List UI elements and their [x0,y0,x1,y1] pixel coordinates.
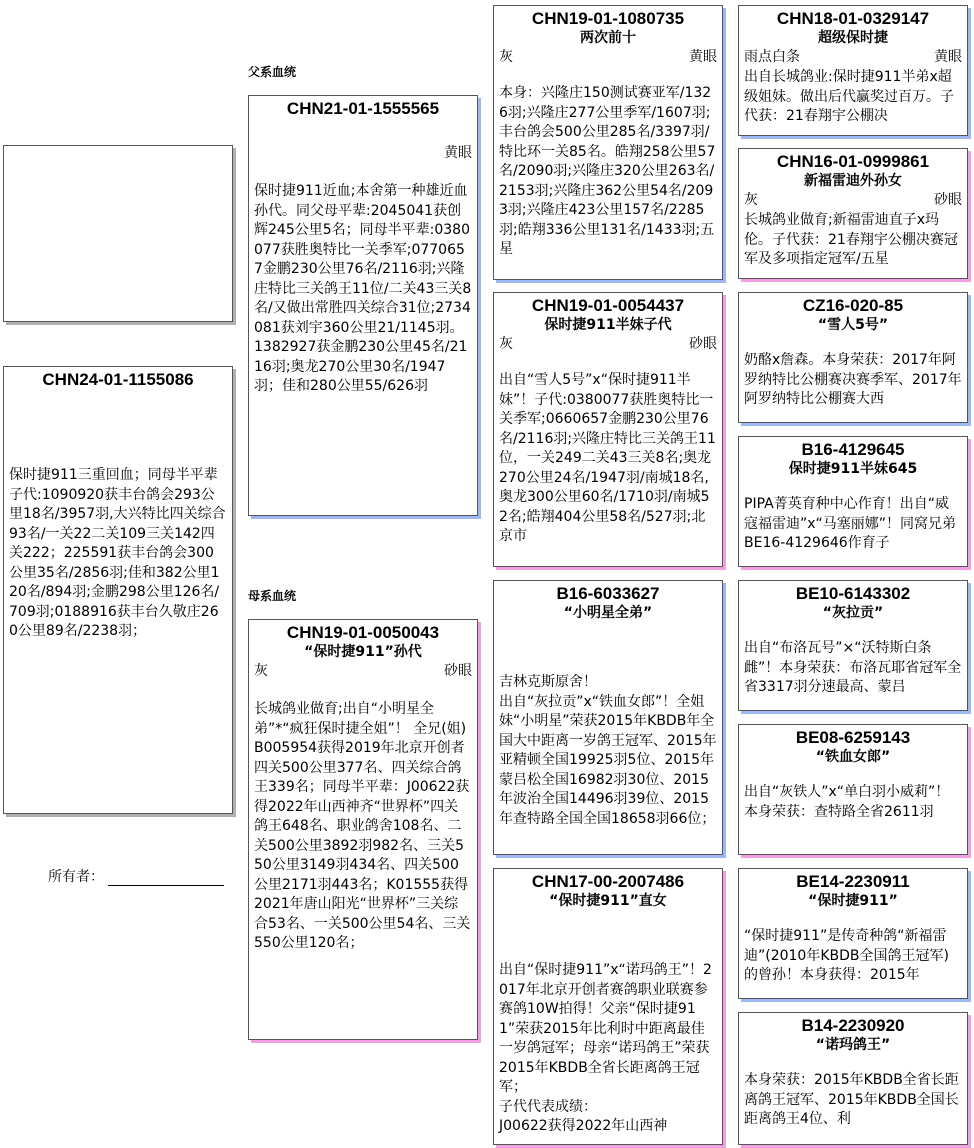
sd-card [493,292,723,567]
subject-ring: CHN24-01-1155086 [42,370,194,389]
dd-name: “保时捷911”直女 [549,893,667,909]
ss-card [493,5,723,280]
dss-ring: BE10-6143302 [795,584,911,603]
owner-label: 所有者： [48,869,104,885]
ss-eye: 黄眼 [689,49,717,65]
sdd-name: 保时捷911半妹645 [788,461,918,477]
dsd-name: “铁血女郎” [815,749,891,765]
sss-ring: CHN18-01-0329147 [776,9,930,28]
ss-name: 两次前十 [580,30,636,46]
sss-desc: 出自长城鸽业:保时捷911半弟x超级姐妹。做出后代赢奖过百万。子代获：21春翔宇公棚决 [744,69,954,124]
dam-eye: 砂眼 [444,663,472,679]
dsd-card [738,724,968,855]
sd-color: 灰 [499,336,513,352]
sd-eye: 砂眼 [689,336,717,352]
sdd-ring: B16-4129645 [801,440,905,459]
dss-name: “灰拉贡” [822,605,884,621]
dam-color: 灰 [254,663,268,679]
dam-card [248,619,478,1040]
dss-card [738,580,968,711]
dds-desc: “保时捷911”是传奇种鸽“新福雷迪”(2010年KBDB全国鸽王冠军)的曾孙！本身获得：2015年 [744,928,949,983]
ddd-name: “诺玛鸽王” [815,1037,891,1053]
sss-color: 雨点白条 [744,49,800,65]
sds-desc: 奶酪x詹森。本身荣获：2017年阿罗纳特比公棚赛决赛季军、2017年阿罗纳特比公棚赛大西 [744,352,962,407]
subject-card [3,366,233,814]
ss-color: 灰 [499,49,513,65]
sdd-desc: PIPA菁英育种中心作育！出自“威寇福雷迪”x“马塞丽娜”！同窝兄弟BE16-4129646作育子 [744,496,957,551]
dam-name: “保时捷911”孙代 [304,644,422,660]
subject-desc: 保时捷911三重回血；同母半平辈子代:1090920获丰台鸽会293公里18名/3957羽,大兴特比四关综合93名/一关22二关109三关142四关222；225591获丰台鸽会300公里35名/2856羽;佳和382公里120名/894羽;金鹏298公里126名/709羽;0188916获丰台久敬庄260公里89名/2238羽； [9,467,226,639]
ds-card [493,580,723,855]
dam-section-label: 母系血统 [248,589,297,603]
ssd-name: 新福雷迪外孙女 [804,173,902,189]
dd-card [493,868,723,1145]
dd-ring: CHN17-00-2007486 [531,872,685,891]
ddd-ring: B14-2230920 [801,1016,905,1035]
dds-ring: BE14-2230911 [796,872,910,891]
sds-name: “雪人5号” [817,317,889,333]
sds-ring: CZ16-020-85 [802,296,904,315]
sire-card [248,95,478,516]
sd-desc: 出自“雪人5号”x“保时捷911半妹”！子代:0380077获胜奥特比一关季军;0660657金鹏230公里76名/2116羽;兴隆庄特比三关鸽王11位，一关249二关43三关8名;奥龙270公里24名/1947羽/南城18名,奥龙300公里60名/1710羽/南城52名;皓翔404公里58名/527羽;北京市 [499,372,716,544]
ssd-ring: CHN16-01-0999861 [776,152,930,171]
dss-desc: 出自“布洛瓦号”×“沃特斯白条雌”！本身荣获：布洛瓦耶省冠军全省3317羽分速最高、蒙吕 [744,640,962,695]
dsd-ring: BE08-6259143 [795,728,911,747]
ssd-eye: 砂眼 [934,192,962,208]
owner-field [48,866,224,886]
dds-name: “保时捷911” [808,893,898,909]
sire-ring: CHN21-01-1555565 [286,99,440,118]
dam-ring: CHN19-01-0050043 [286,623,440,642]
ss-desc: 本身：兴隆庄150测试赛亚军/1326羽;兴隆庄277公里季军/1607羽;丰台鸽会500公里285名/3397羽/特比环一关85名。皓翔258公里57名/2090羽;兴隆庄320公里263名/2153羽;兴隆庄362公里54名/2093羽;兴隆庄423公里157名/2285羽;皓翔336公里131名/1433羽;五星 [499,85,716,257]
sire-section-label: 父系血统 [248,65,297,79]
sss-eye: 黄眼 [934,49,962,65]
ds-name: “小明星全弟” [563,605,653,621]
sd-name: 保时捷911半妹子代 [544,317,672,333]
dd-desc: 出自“保时捷911”x“诺玛鸽王”！2017年北京开创者赛鸽职业联赛参赛鸽10W拍得！父亲“保时捷911”荣获2015年比利时中距离最佳一岁鸽冠军；母亲“诺玛鸽王”荣获2015年KBDB全省长距离鸽王冠军； 子代代表成绩： J00622获得2022年山西神 [499,962,712,1134]
ssd-card [738,148,968,279]
sd-ring: CHN19-01-0054437 [531,296,685,315]
ddd-desc: 本身荣获：2015年KBDB全省长距离鸽王冠军、2015年KBDB全国长距离鸽王4位、利 [744,1072,959,1127]
owner-line [108,869,224,886]
ss-ring: CHN19-01-1080735 [531,9,685,28]
sss-card [738,5,968,136]
photo-box [3,145,233,322]
sdd-card [738,436,968,567]
ddd-card [738,1012,968,1145]
sds-card [738,292,968,423]
sss-name: 超级保时捷 [818,30,888,46]
ds-desc: 吉林克斯原舍！ 出自“灰拉贡”x“铁血女郎”！全姐妹“小明星”荣获2015年KBDB年全国大中距离一岁鸽王冠军、2015年亚精顿全国19925羽5位、2015年蒙吕松全国16982羽30位、2015年波治全国14496羽39位、2015年查特路全国全国18658羽66位； [499,674,717,827]
dsd-desc: 出自“灰铁人”x“单白羽小威莉”！ 本身荣获：查特路全省2611羽 [744,784,950,820]
sire-eye: 黄眼 [444,145,472,161]
sire-desc: 保时捷911近血;本舍第一种雄近血孙代。同父母平辈:2045041获创辉245公里5名；同母半平辈:0380077获胜奥特比一关季军;0770657金鹏230公里76名/2116羽;兴隆庄特比三关鸽王11位/二关43三关8名/又做出常胜四关综合31位;2734081获刘宇360公里21/1145羽。1382927获金鹏230公里45名/2116羽;奥龙270公里30名/1947羽；佳和280公里55/626羽 [254,183,472,394]
ssd-color: 灰 [744,192,758,208]
dds-card [738,868,968,999]
ds-ring: B16-6033627 [556,584,660,603]
dam-desc: 长城鸽业做育;出自“小明星全弟”*“疯狂保时捷全姐”！ 全兄(姐)B005954获得2019年北京开创者四关500公里377名、四关综合鸽王339名；同母半平辈：J00622获得2022年山西神齐“世界杯”四关鸽王648名、职业鸽舍108名、二关500公里3892羽982名、三关550公里3149羽434名、四关500公里2171羽443名；K01555获得2021年唐山阳光“世界杯”三关综合53名、一关500公里54名、三关550公里120名； [254,701,471,951]
ssd-desc: 长城鸽业做育;新福雷迪直子x玛伦。子代获：21春翔宇公棚决赛冠军及多项指定冠军/五星 [744,212,958,267]
